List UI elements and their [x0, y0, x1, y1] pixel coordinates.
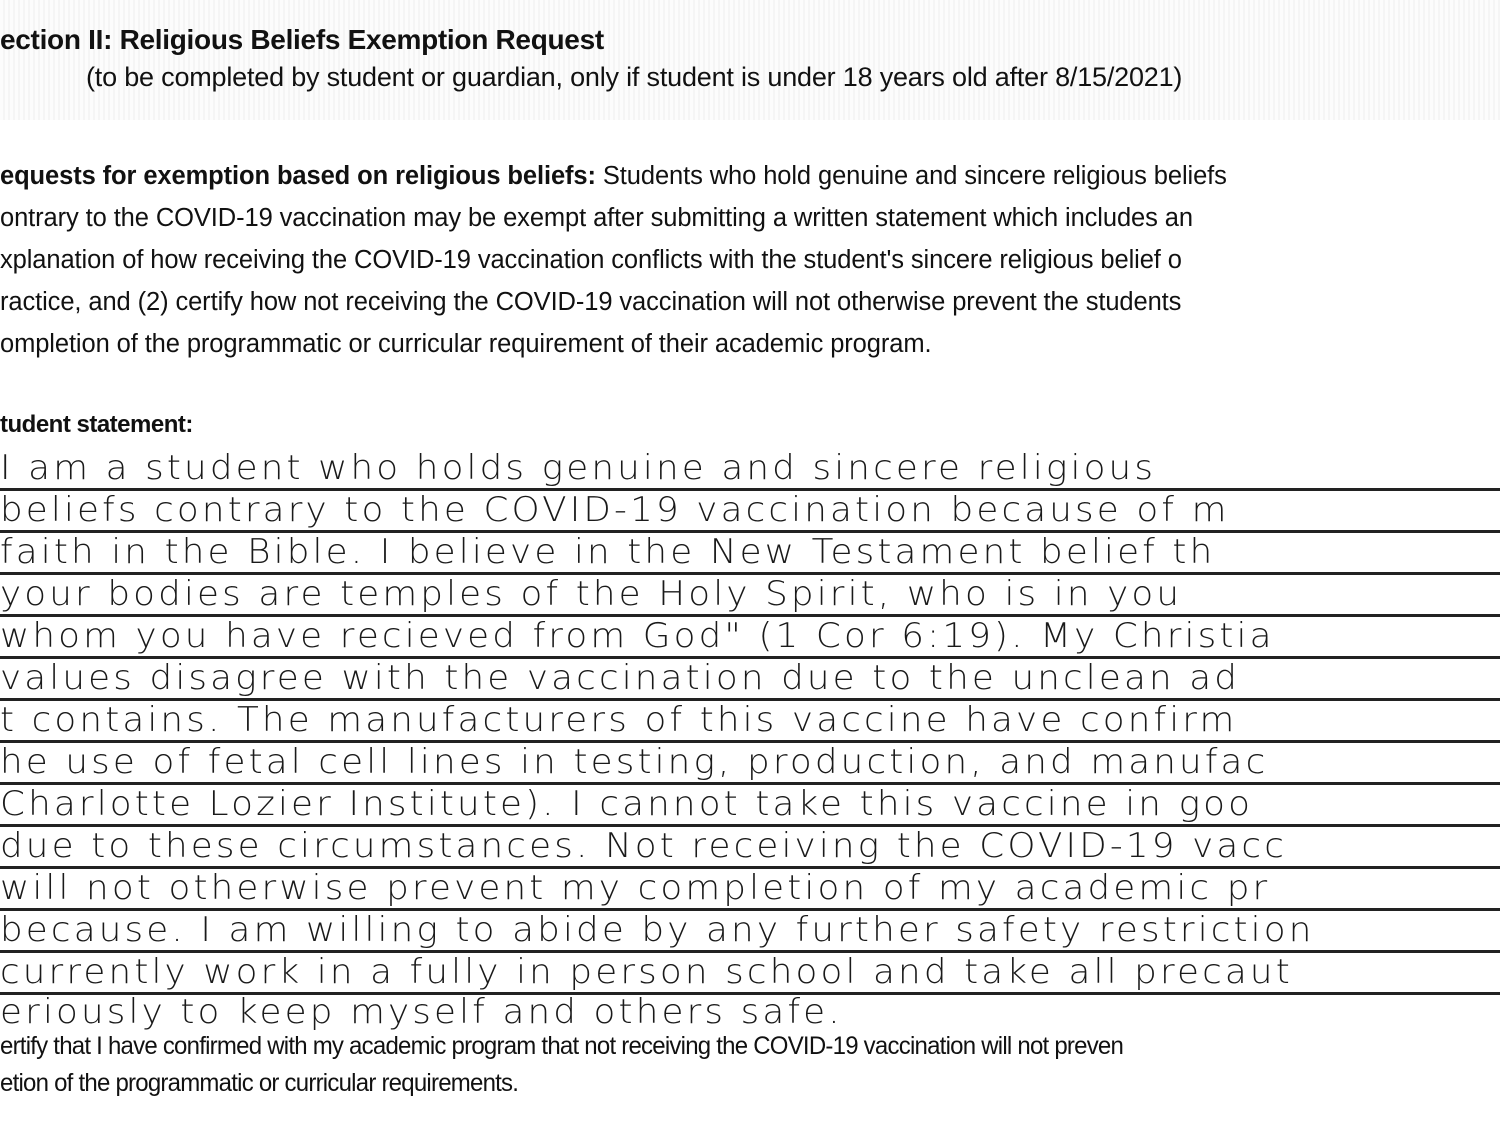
handwritten-line: due to these circumstances. Not receiving the COVID-19 vacc: [0, 826, 1288, 866]
section-subtitle: (to be completed by student or guardian, only if student is under 18 years old after 8/15/2021): [86, 62, 1183, 92]
scan-texture: [0, 0, 1500, 120]
requests-line-3: xplanation of how receiving the COVID-19 vaccination conflicts with the student's sincere religious belief o: [0, 246, 1182, 274]
student-statement-label: tudent statement:: [0, 411, 193, 438]
requests-line-5: ompletion of the programmatic or curricular requirement of their academic program.: [0, 330, 932, 358]
requests-lead: equests for exemption based on religious beliefs:: [0, 162, 596, 190]
handwritten-line: I am a student who holds genuine and sincere religious: [0, 448, 1157, 488]
handwritten-line: eriously to keep myself and others safe.: [0, 992, 843, 1032]
handwritten-line: will not otherwise prevent my completion of my academic pr: [0, 868, 1271, 908]
handwritten-line: faith in the Bible. I believe in the New Testament belief th: [0, 532, 1216, 572]
certification-line-1: ertify that I have confirmed with my academic program that not receiving the COVID-19 vaccination will not preven: [0, 1032, 1124, 1060]
handwritten-line: Charlotte Lozier Institute). I cannot take this vaccine in goo: [0, 784, 1254, 824]
handwritten-line: values disagree with the vaccination due to the unclean ad: [0, 658, 1241, 698]
requests-line-4: ractice, and (2) certify how not receiving the COVID-19 vaccination will not otherwise prevent the students: [0, 288, 1182, 316]
requests-text: Students who hold genuine and sincere religious beliefs: [595, 162, 1227, 190]
handwritten-line: beliefs contrary to the COVID-19 vaccination because of m: [0, 490, 1230, 530]
section-title: ection II: Religious Beliefs Exemption Request: [0, 24, 604, 55]
handwritten-line: your bodies are temples of the Holy Spirit, who is in you: [0, 574, 1183, 614]
handwritten-line: whom you have recieved from God" (1 Cor 6:19). My Christia: [0, 616, 1275, 656]
handwritten-line: t contains. The manufacturers of this vaccine have confirm: [0, 700, 1238, 740]
handwritten-line: he use of fetal cell lines in testing, production, and manufac: [0, 742, 1269, 782]
handwritten-line: currently work in a fully in person school and take all precaut: [0, 952, 1293, 992]
requests-line-1: [0, 162, 1227, 191]
requests-line-2: ontrary to the COVID-19 vaccination may be exempt after submitting a written statement which includes an: [0, 204, 1193, 232]
handwritten-line: because. I am willing to abide by any further safety restriction: [0, 910, 1315, 950]
certification-line-2: etion of the programmatic or curricular requirements.: [0, 1069, 519, 1097]
